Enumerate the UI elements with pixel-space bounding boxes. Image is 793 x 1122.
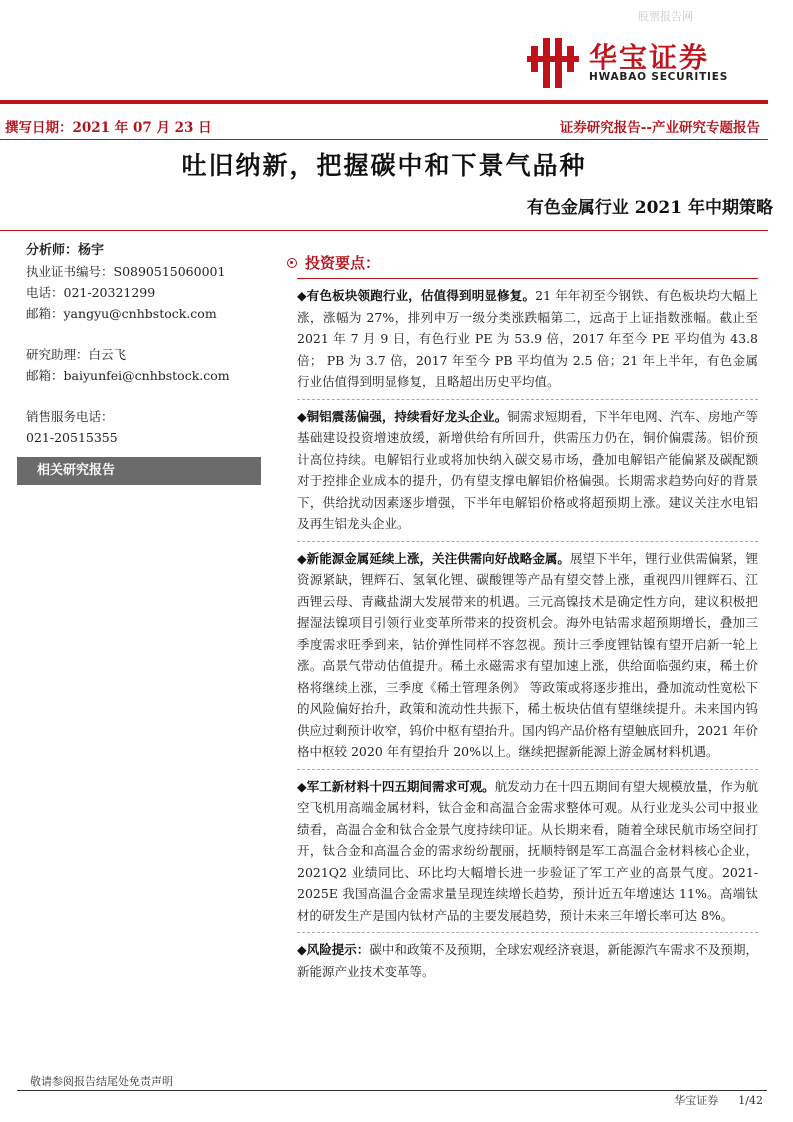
analyst-email: 邮箱：yangyu@cnhbstock.com bbox=[26, 306, 217, 321]
sales-phone: 021-20515355 bbox=[26, 430, 118, 445]
watermark: 股票报告网 bbox=[638, 10, 693, 23]
company-logo bbox=[527, 38, 767, 88]
point-sector-valuation bbox=[297, 285, 758, 393]
point-body: 展望下半年，锂行业供需偏紧，锂资源紧缺，锂辉石、氢氧化锂、碳酸锂等产品有望交替上涨，重视四川锂辉石、江西锂云母、青藏盐湖大发展带来的机遇。三元高镍技术是确定性方向，建议积极把握湿法镍项目引领行业变革所带来的投资机会。海外电钴需求超预期增长，叠加三季度需求旺季到来，钴价弹性同样不容忽视。预计三季度锂钴镍有望开启新一轮上涨。高景气带动估值提升。稀土永磁需求有望加速上涨，供给面临强约束，稀土价格将继续上涨，三季度《稀土管理条例》 等政策或将逐步推出，叠加流动性宽松下的风险偏好抬升，政策和流动性共振下，稀土板块估值有望继续提升。未来国内钨供应过剩预计收窄，钨价中枢有望抬升。国内钨产品价格有望触底回升，2021 年价格中枢较 2020 年有望抬升 20%以上。继续把握新能源上游金属材料机遇。 bbox=[297, 550, 758, 759]
point-risk-warning bbox=[297, 939, 758, 982]
point-divider bbox=[297, 399, 758, 400]
title-rule bbox=[0, 230, 768, 231]
point-body: 21 年年初至今钢铁、有色板块均大幅上涨，涨幅为 27%，排列申万一级分类涨跌幅第二，远高于上证指数涨幅。截止至 2021 年 7 月 9 日，有色行业 PE 为 53.9 倍，2017 年至今 PE 平均值为 43.8 倍； PB 为 3.7 倍，2017 年至今 PB 平均值为 2.5 倍；21 年上半年，有色金属行业估值得到明显修复，且略超出历史平均值。 bbox=[297, 288, 758, 389]
point-divider bbox=[297, 932, 758, 933]
point-military-materials bbox=[297, 776, 758, 927]
footer-brand: 华宝证券 bbox=[674, 1094, 719, 1107]
report-date: 撰写日期：2021 年 07 月 23 日 bbox=[5, 120, 212, 136]
meta-row bbox=[0, 116, 768, 138]
report-type: 证券研究报告--产业研究专题报告 bbox=[559, 120, 760, 136]
analyst-info bbox=[26, 240, 266, 448]
assistant-email: 邮箱：baiyunfei@cnhbstock.com bbox=[26, 368, 230, 383]
header-red-bar bbox=[0, 100, 768, 104]
header-rule bbox=[0, 139, 768, 140]
footer-rule bbox=[17, 1090, 767, 1091]
point-lead: ◆军工新材料十四五期间需求可观。 bbox=[297, 778, 495, 794]
footer-info bbox=[654, 1092, 763, 1108]
brand-name-cn: 华宝证券 bbox=[589, 41, 710, 74]
footer-disclaimer: 敬请参阅报告结尾处免责声明 bbox=[30, 1075, 173, 1088]
sales-label: 销售服务电话： bbox=[26, 409, 114, 424]
section-heading bbox=[297, 250, 758, 276]
point-lead: ◆铜铝震荡偏强，持续看好龙头企业。 bbox=[297, 408, 508, 424]
section-title: 投资要点： bbox=[305, 254, 381, 272]
analyst-name: 分析师：杨宇 bbox=[26, 243, 105, 258]
point-new-energy-metals bbox=[297, 548, 758, 763]
investment-highlights bbox=[297, 250, 758, 982]
hwabao-logo-icon bbox=[527, 38, 585, 88]
brand-name-en: HWABAO SECURITIES bbox=[589, 71, 729, 83]
point-body: 航发动力在十四五期间有望大规模放量，作为航空飞机用高端金属材料，钛合金和高温合金需求整体可观。从行业龙头公司中报业绩看，高温合金和钛合金景气度持续印证。从长期来看，随着全球民航市场空间打开，钛合金和高温合金的需求纷纷靓丽，抚顺特钢是军工高温合金材料核心企业，2021Q2 业绩同比、环比均大幅增长进一步验证了军工产业的高景气度。2021-2025E 我国高温合金需求量呈现连续增长趋势，预计近五年增速达 11%。高端钛材的研发生产是国内钛材产品的主要发展趋势，预计未来三年增长率可达 8%。 bbox=[297, 778, 758, 923]
report-subtitle: 有色金属行业 2021 年中期策略 bbox=[526, 198, 773, 218]
assistant-name: 研究助理：白云飞 bbox=[26, 347, 127, 362]
analyst-phone: 电话：021-20321299 bbox=[26, 285, 156, 300]
point-lead: ◆有色板块领跑行业，估值得到明显修复。 bbox=[297, 288, 536, 303]
target-bullet-icon bbox=[287, 258, 297, 268]
related-reports-heading: 相关研究报告 bbox=[17, 457, 261, 485]
section-rule bbox=[297, 278, 758, 279]
point-lead: ◆新能源金属延续上涨，关注供需向好战略金属。 bbox=[297, 550, 570, 566]
point-body: 碳中和政策不及预期，全球宏观经济衰退，新能源汽车需求不及预期，新能源产业技术变革等。 bbox=[297, 942, 758, 979]
page-number: 1/42 bbox=[738, 1094, 763, 1107]
point-body: 铜需求短期看，下半年电网、汽车、房地产等基础建设投资增速放缓，新增供给有所回升，供需压力仍在，铜价偏震荡。铝价预计高位持续。电解铝行业或将加快纳入碳交易市场，叠加电解铝产能偏紧及碳配额对于控排企业成本的提升，仍有望支撑电解铝价格偏强。长期需求趋势向好的背景下，供给扰动因素逐步增强，下半年电解铝价格或将超预期上涨。建议关注水电铝及再生铝龙头企业。 bbox=[297, 408, 758, 531]
analyst-cert: 执业证书编号：S0890515060001 bbox=[26, 264, 226, 279]
point-copper-aluminum bbox=[297, 406, 758, 535]
point-divider bbox=[297, 541, 758, 542]
point-lead: ◆风险提示： bbox=[297, 942, 370, 957]
point-divider bbox=[297, 769, 758, 770]
report-title: 吐旧纳新，把握碳中和下景气品种 bbox=[181, 151, 587, 180]
